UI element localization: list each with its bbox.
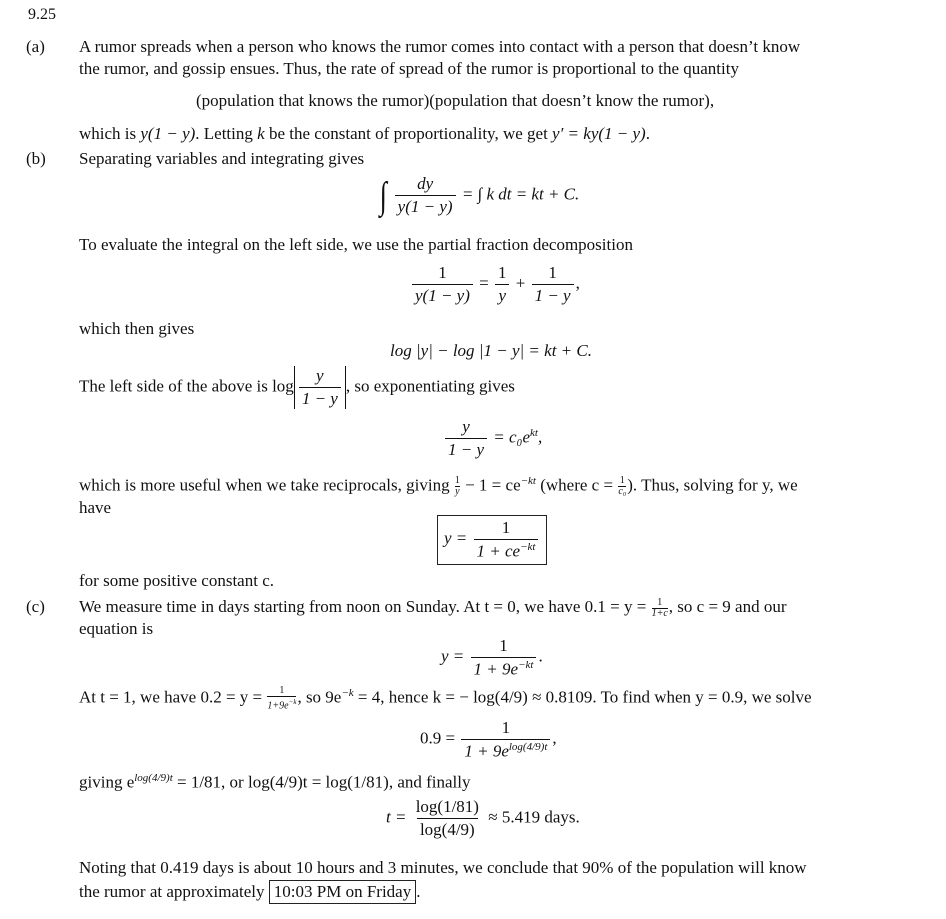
small-fraction: $\frac{1}{y}$	[454, 475, 460, 498]
denominator: $1 + ce^{-kt}$	[474, 539, 539, 562]
numerator: log(1/81)	[415, 797, 479, 816]
part-b-label: (b)	[26, 149, 46, 168]
fraction	[412, 263, 473, 306]
lhs: y =	[444, 528, 468, 548]
log-equation: log |y| − log |1 − y| = kt + C.	[390, 341, 592, 360]
part-b-text4	[79, 366, 515, 409]
partial-fraction-eq: $\frac{1}{y(1 - y)}$ = $\frac{1}{y}$ + $\frac{1}{1 - y}$ ,	[410, 263, 580, 306]
numerator: 1	[499, 636, 508, 655]
denominator: log(4/9)	[417, 818, 478, 840]
fraction	[532, 263, 574, 306]
denominator: y	[495, 284, 509, 306]
part-c-line2: equation is	[79, 619, 154, 638]
integral-equation	[378, 174, 579, 217]
text: which is more useful when we take reciprocals, giving	[79, 475, 450, 495]
part-b-text5-line2: have	[79, 498, 112, 517]
rhs: = ∫ k dt = kt + C.	[461, 184, 580, 204]
numerator: dy	[417, 174, 434, 193]
numerator: 1	[438, 263, 447, 282]
text: = 1/81, or log(4/9)t = log(1/81), and finally	[172, 772, 471, 792]
fraction	[474, 518, 539, 562]
part-c-line3	[79, 686, 812, 711]
part-a-line2: the rumor, and gossip ensues. Thus, the rate of spread of the rumor is proportional to the quantity	[79, 59, 739, 78]
fraction	[299, 366, 341, 409]
small-fraction: $\frac{1}{1+c}$	[651, 596, 668, 619]
fraction	[471, 636, 537, 680]
text: (where c =	[535, 475, 614, 495]
part-c-line6	[79, 880, 420, 904]
exponent: log(4/9)t	[134, 772, 173, 784]
text: , so exponentiating gives	[345, 376, 515, 396]
math-expr: y′ = ky(1 − y)	[552, 124, 646, 143]
fraction	[461, 718, 550, 762]
rhs: ≈ 5.419 days.	[488, 807, 580, 827]
text: .	[416, 882, 421, 901]
part-a-centered-quantity: (population that knows the rumor)(population that doesn’t know the rumor),	[196, 91, 715, 110]
text: ). Thus, solving for y, we	[627, 475, 798, 495]
numerator: 1	[501, 718, 511, 737]
text: = 4, hence k = − log(4/9) ≈ 0.8109. To find when y = 0.9, we solve	[353, 687, 812, 707]
small-fraction: $\frac{1}{1+9e^{-k}}$	[267, 685, 297, 712]
boxed-solution	[437, 515, 547, 565]
integral-sign: ∫	[379, 174, 387, 217]
part-b-text2: To evaluate the integral on the left side, we use the partial fraction decomposition	[79, 235, 633, 254]
text: The left side of the above is log	[79, 376, 294, 396]
part-c-line4	[79, 772, 471, 793]
boxed-answer: 10:03 PM on Friday	[269, 880, 416, 904]
exp-equation: $\frac{y}{1 - y}$ = $c_0e^{kt}$,	[443, 417, 542, 460]
text: giving e	[79, 772, 135, 792]
denominator: y(1 − y)	[395, 195, 456, 217]
text: , so 9e	[297, 687, 342, 707]
denominator: $1 + 9e^{-kt}$	[471, 657, 537, 680]
boxed-equation	[437, 515, 547, 565]
text: At t = 1, we have 0.2 = y =	[79, 687, 263, 707]
math-var: k	[257, 124, 265, 143]
fraction	[495, 263, 510, 306]
final-t-equation	[386, 797, 580, 840]
part-b-text3: which then gives	[79, 319, 195, 338]
part-c-line5: Noting that 0.419 days is about 10 hours and 3 minutes, we conclude that 90% of the population will know	[79, 858, 807, 877]
lhs: t =	[386, 807, 407, 827]
denominator: y(1 − y)	[412, 284, 473, 306]
numerator: 1	[548, 263, 557, 282]
solve-equation: 0.9 = $\frac{1}{1 + 9e^{log(4/9)t}}$ ,	[420, 718, 557, 761]
numerator: 1	[501, 518, 511, 537]
part-c-line1	[79, 597, 787, 619]
abs-value	[294, 366, 346, 409]
exponent: −kt	[520, 475, 536, 487]
part-b-intro: Separating variables and integrating gives	[79, 149, 365, 168]
denominator: 1 − y	[299, 387, 341, 409]
text: the rumor at approximately	[79, 882, 265, 901]
math-expr: y(1 − y)	[140, 124, 196, 143]
fraction	[395, 174, 456, 217]
part-a-line1: A rumor spreads when a person who knows the rumor comes into contact with a person that doesn’t know	[79, 37, 801, 56]
numerator: 1	[497, 263, 507, 282]
part-b-text6: for some positive constant c.	[79, 571, 274, 590]
denominator: 1 − y	[532, 284, 574, 306]
numerator: y	[316, 366, 324, 385]
part-a-label: (a)	[26, 37, 45, 56]
small-fraction: $\frac{1}{\text{c₀}}$	[618, 475, 627, 498]
fraction	[413, 797, 482, 840]
rhs: = c₀e	[493, 427, 531, 447]
text: . Letting	[195, 124, 258, 143]
text: We measure time in days starting from noon on Sunday. At t = 0, we have 0.1 = y =	[79, 597, 647, 616]
part-a-line3	[79, 124, 650, 144]
lhs: y =	[441, 646, 465, 666]
text: .	[645, 124, 650, 143]
text: − 1 = ce	[465, 475, 521, 495]
denominator: 1 − y	[445, 438, 487, 460]
exponent: −k	[341, 686, 354, 699]
text: , so c = 9 and our	[668, 597, 787, 616]
numerator: y	[462, 417, 470, 436]
text: which is	[79, 124, 141, 143]
part-b-text5	[79, 475, 798, 497]
text: be the constant of proportionality, we get	[264, 124, 553, 143]
problem-number: 9.25	[28, 6, 56, 23]
fraction	[445, 417, 487, 460]
lhs: 0.9 =	[420, 728, 456, 748]
exponent: kt	[530, 426, 538, 439]
part-c-label: (c)	[26, 597, 45, 616]
logistic-equation: y = $\frac{1}{1 + 9e^{-kt}}$ .	[441, 636, 543, 679]
denominator: $1 + 9e^{log(4/9)t}$	[461, 739, 550, 762]
